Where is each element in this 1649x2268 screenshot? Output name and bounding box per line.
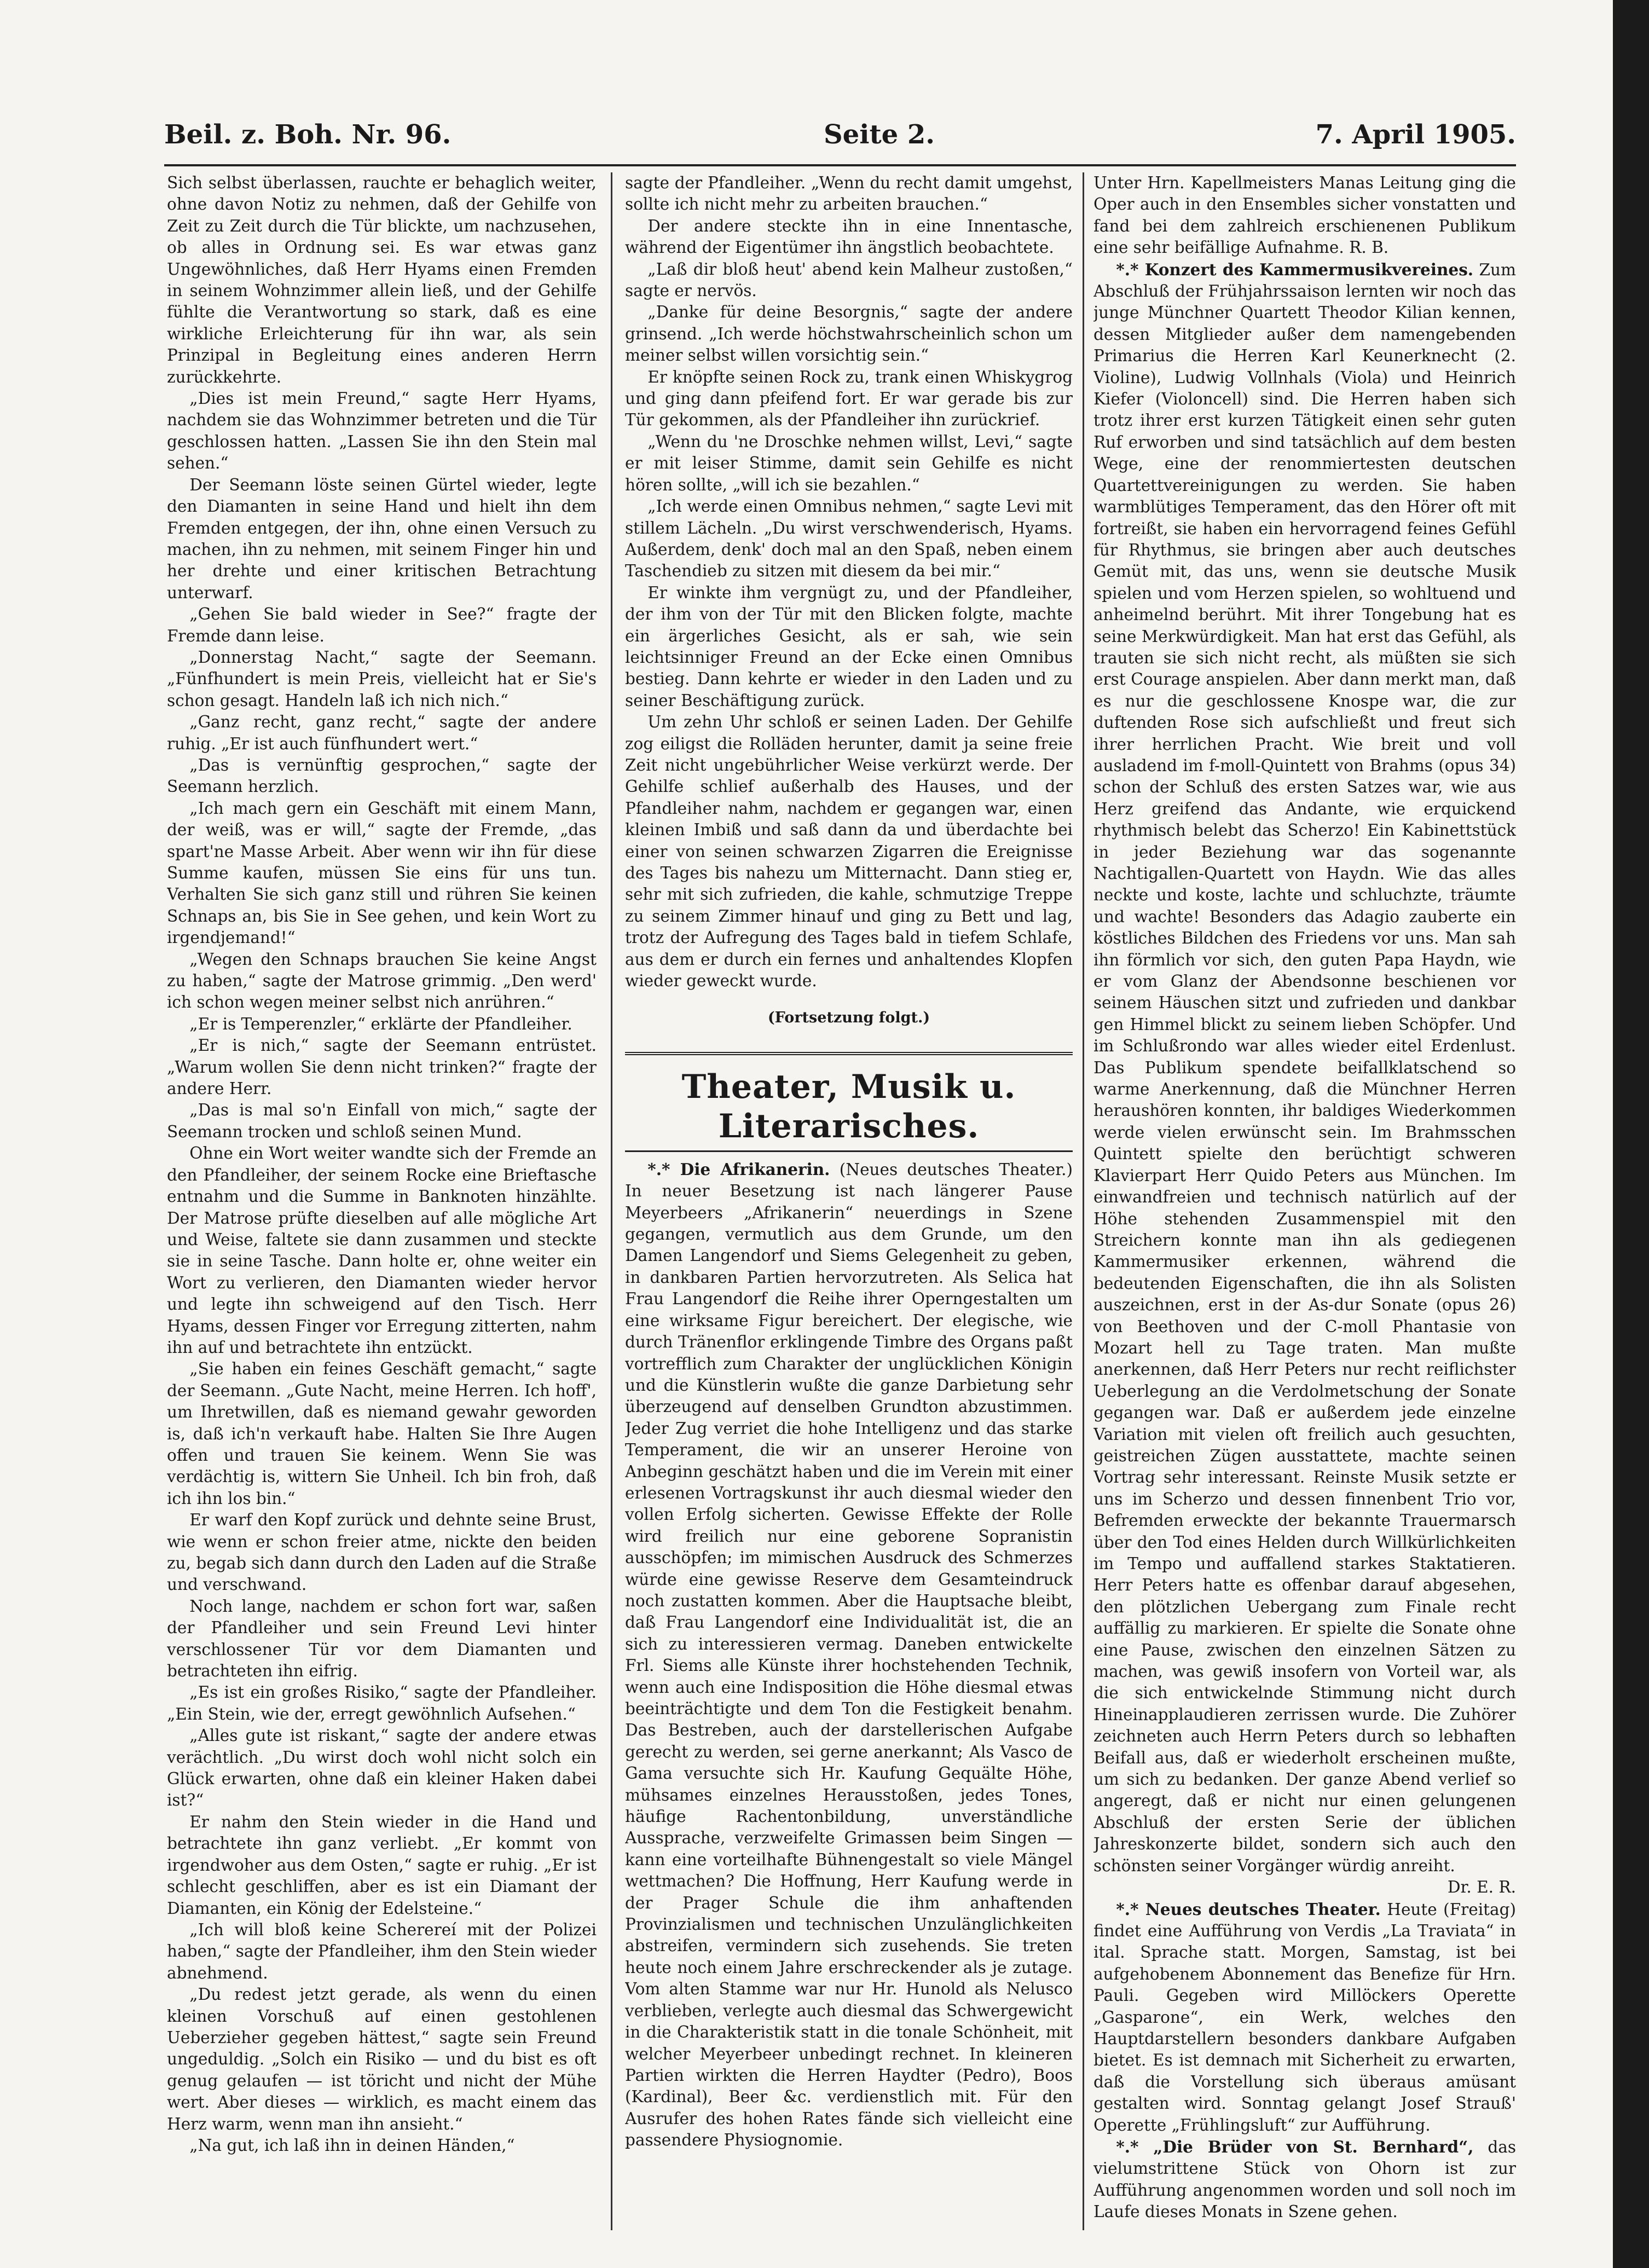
paragraph: „Das is mal so'n Einfall von mich,“ sagte der Seemann trocken und schloß seinen Mund. — [167, 1101, 597, 1141]
column-story-theater — [625, 172, 1073, 2230]
issue-date: 7. April 1905. — [1315, 119, 1516, 150]
paragraph: „Na gut, ich laß ihn in deinen Händen,“ — [189, 2136, 515, 2155]
article-title: *.* Konzert des Kammermusikvereines. — [1116, 259, 1474, 279]
paragraph: „Das is vernünftig gesprochen,“ sagte der Seemann herzlich. — [167, 755, 597, 796]
article-kammermusik — [1093, 259, 1516, 1877]
article-body: Heute (Freitag) findet eine Aufführung von Verdis „La Traviata“ in ital. Sprache statt. Morgen, Samstag, ist bei aufgehobenem Abonnement das Benefize für Hrn. Pauli. Gegeben wird Millöckers Operette „Gasparone“, ein Werk, welches den Hauptdarstellern besonders dankbare Aufgaben bietet. Es ist demnach mit Sicherheit zu erwarten, daß die Vorstellung sich überaus amüsant gestalten wird. Sonntag gelangt Josef Strauß' Operette „Frühlingsluft“ zur Aufführung. — [1093, 1900, 1516, 2134]
paragraph: „Wegen den Schnaps brauchen Sie keine Angst zu haben,“ sagte der Matrose grimmig. „Den werd' ich schon wegen meiner selbst nich anrühren.“ — [167, 950, 597, 1012]
paragraph: „Sie haben ein feines Geschäft gemacht,“ sagte der Seemann. „Gute Nacht, meine Herren. Ich hoff', um Ihretwillen, daß es niemand gewahr geworden is, daß ich'n verkauft habe. Halten Sie Ihre Augen offen und trauen Sie keinem. Wenn Sie was verdächtig is, wittern Sie Unheil. Ich bin froh, daß ich ihn los bin.“ — [167, 1359, 597, 1508]
continued-note: (Fortsetzung folgt.) — [767, 1009, 930, 1027]
paragraph: Er winkte ihm vergnügt zu, und der Pfandleiher, der ihm von der Tür mit den Blicken folgte, machte ein ärgerliches Gesicht, als er sah, wie sein leichtsinniger Freund an der Ecke einen Omnibus bestieg. Dann kehrte er wieder in den Laden und zu seiner Beschäftigung zurück. — [625, 583, 1073, 710]
paragraph: Er warf den Kopf zurück und dehnte seine Brust, wie wenn er schon freier atme, nickte den beiden zu, begab sich dann durch den Laden auf die Straße und verschwand. — [167, 1511, 597, 1594]
paragraph: Ohne ein Wort weiter wandte sich der Fremde an den Pfandleiher, der seinem Rocke eine Brieftasche entnahm und die Summe in Banknoten hinzählte. Der Matrose prüfte dieselben auf alle mögliche Art und Weise, faltete sie dann zusammen und steckte sie in seine Tasche. Dann holte er, ohne weiter ein Wort zu verlieren, den Diamanten wieder hervor und legte ihn schweigend auf den Tisch. Herr Hyams, dessen Finger vor Erregung zitterten, nahm ihn auf und betrachtete ihn entzückt. — [167, 1144, 597, 1357]
header-rule — [164, 164, 1516, 166]
article-signature: Dr. E. R. — [1447, 1878, 1516, 1897]
paragraph: „Du redest jetzt gerade, als wenn du einen kleinen Vorschuß auf einen gestohlenen Ueberzieher gegeben hättest,“ sagte sein Freund ungeduldig. „Solch ein Risiko — und du bist es oft genug gelaufen — ist töricht und nicht der Mühe wert. Aber dieses — wirklich, es macht einem das Herz warm, wenn man ihn ansieht.“ — [167, 1985, 597, 2133]
paragraph: Sich selbst überlassen, rauchte er behaglich weiter, ohne davon Notiz zu nehmen, daß der Gehilfe von Zeit zu Zeit durch die Tür blickte, um nachzusehen, ob alles in Ordnung sei. Es war etwas ganz Ungewöhnliches, daß Herr Hyams einen Fremden in seinem Wohnzimmer allein ließ, und der Gehilfe fühlte die Verantwortung so stark, daß es eine wirkliche Erleichterung für ihn war, als sein Prinzipal in Begleitung eines anderen Herrn zurückkehrte. — [167, 173, 597, 386]
paragraph: „Ich werde einen Omnibus nehmen,“ sagte Levi mit stillem Lächeln. „Du wirst verschwenderisch, Hyams. Außerdem, denk' doch mal an den Spaß, neben einem Taschendieb zu sitzen mit diesem da bei mir.“ — [625, 497, 1073, 581]
paragraph: sagte der Pfandleiher. „Wenn du recht damit umgehst, sollte ich nicht mehr zu arbeiten brauchen.“ — [625, 173, 1073, 214]
paragraph: „Danke für deine Besorgnis,“ sagte der andere grinsend. „Ich werde höchstwahrscheinlich schon um meiner selbst willen vorsichtig sein.“ — [625, 303, 1073, 365]
paragraph: Der Seemann löste seinen Gürtel wieder, legte den Diamanten in seine Hand und hielt ihn dem Fremden entgegen, der ihn, ohne einen Versuch zu machen, ihn zu nehmen, mit seinem Finger hin und her drehte und einer kritischen Betrachtung unterwarf. — [167, 475, 597, 602]
paragraph: Er knöpfte seinen Rock zu, trank einen Whiskygrog und ging dann pfeifend fort. Er war gerade bis zur Tür gekommen, als der Pfandleiher ihn zurückrief. — [625, 367, 1073, 430]
article-body: (Neues deutsches Theater.) In neuer Besetzung ist nach längerer Pause Meyerbeers „Afrikanerin“ neuerdings in Szene gegangen, vermutlich aus dem Grunde, um den Damen Langendorf und Siems Gelegenheit zu geben, in dankbaren Partien hervorzutreten. Als Selica hat Frau Langendorf die Reihe ihrer Operngestalten um eine wirksame Figur bereichert. Der elegische, wie durch Tränenflor erklingende Timbre des Organs paßt vortrefflich zum Charakter der unglücklichen Königin und die Künstlerin wußte die ganze Darbietung sehr überzeugend auf denselben Grundton abzustimmen. Jeder Zug verriet die hohe Intelligenz und das starke Temperament, die wir an unserer Heroine von Anbeginn geschätzt haben und die im Verein mit einer erlesenen Vortragskunst ihr auch diesmal wieder den vollen Erfolg sicherten. Gewisse Effekte der Rolle wird freilich nur eine geborene Sopranistin ausschöpfen; im mimischen Ausdruck des Schmerzes würde eine gewisse Reserve dem Gesamteindruck noch zustatten kommen. Aber die Hauptsache bleibt, daß Frau Langendorf eine Individualität ist, die an sich zu interessieren vermag. Daneben entwickelte Frl. Siems alle Künste ihrer hochstehenden Technik, wenn auch eine Indisposition die Höhe diesmal etwas beeinträchtigte und dem Ton die Festigkeit benahm. Das Bestreben, auch der darstellerischen Aufgabe gerecht zu werden, sei gerne anerkannt; Als Vasco de Gama versuchte sich Hr. Kaufung Gequälte Höhe, mühsames einzelnes Herausstoßen, jedes Tones, häufige Rachentonbildung, unverständliche Aussprache, verzweifelte Grimassen beim Singen — kann eine vorteilhafte Bühnengestalt so viele Mängel wettmachen? Die Hoffnung, Herr Kaufung werde in der Prager Schule die ihm anhaftenden Provinzialismen und technischen Unzulänglichkeiten abstreifen, vermindern sich zusehends. Sie treten heute noch einem Jahre erschreckender als je zutage. Vom alten Stamme war nur Hr. Hunold als Nelusco verblieben, verlegte auch diesmal das Schwergewicht in die Charakteristik statt in die tonale Schönheit, mit welcher Meyerbeer unbedingt rechnet. In kleineren Partien wirkten die Herren Haydter (Pedro), Boos (Kardinal), Beer &c. verdienstlich mit. Für den Ausrufer des hohen Rates fände sich vielleicht eine passendere Physiognomie. — [625, 1160, 1073, 2150]
paragraph: „Ich will bloß keine Scherereí mit der Polizei haben,“ sagte der Pfandleiher, ihm den Stein wieder abnehmend. — [167, 1920, 597, 1982]
paragraph: Er nahm den Stein wieder in die Hand und betrachtete ihn ganz verliebt. „Er kommt von irgendwoher aus dem Osten,“ sagte er ruhig. „Er ist schlecht geschliffen, aber es ist ein Diamant der Diamanten, ein König der Edelsteine.“ — [167, 1812, 597, 1918]
paragraph: „Laß dir bloß heut' abend kein Malheur zustoßen,“ sagte er nervös. — [625, 259, 1073, 300]
article-title: *.* „Die Brüder von St. Bernhard“, — [1116, 2137, 1474, 2156]
paragraph: „Er is nich,“ sagte der Seemann entrüstet. „Warum wollen Sie denn nicht trinken?“ fragte der andere Herr. — [167, 1036, 597, 1098]
paragraph: „Ich mach gern ein Geschäft mit einem Mann, der weiß, was er will,“ sagte der Fremde, „das spart'ne Masse Arbeit. Aber wenn wir ihn für diese Summe kaufen, müssen Sie eins für uns tun. Verhalten Sie sich ganz still und rühren Sie keinen Schnaps an, bis Sie in See gehen, und kein Wort zu irgendjemand!“ — [167, 799, 597, 947]
column-reviews — [1093, 172, 1516, 2230]
paragraph: Noch lange, nachdem er schon fort war, saßen der Pfandleiher und sein Freund Levi hinter verschlossener Tür vor dem Diamanten und betrachteten ihn eifrig. — [167, 1596, 597, 1681]
section-heading: Theater, Musik u. Literarisches. — [681, 1067, 1016, 1145]
paragraph: „Ganz recht, ganz recht,“ sagte der andere ruhig. „Er ist auch fünfhundert wert.“ — [167, 713, 597, 753]
paragraph: „Alles gute ist riskant,“ sagte der andere etwas verächtlich. „Du wirst doch wohl nicht solch ein Glück erwarten, ohne daß ein kleiner Haken dabei ist?“ — [167, 1726, 597, 1810]
page-header — [164, 114, 1516, 158]
article-afrikanerin — [625, 1159, 1073, 2151]
paragraph: „Gehen Sie bald wieder in See?“ fragte der Fremde dann leise. — [167, 605, 597, 645]
article-body: Zum Abschluß der Frühjahrssaison lernten wir noch das junge Münchner Quartett Theodor Kilian kennen, dessen Mitglieder außer dem namengebenden Primarius die Herren Karl Keunerknecht (2. Violine), Ludwig Vollnhals (Viola) und Heinrich Kiefer (Violoncell) sind. Die Herren haben sich trotz ihrer erst kurzen Tätigkeit einen sehr guten Ruf erworben und sind tatsächlich auf dem besten Wege, eine der renommiertesten deutschen Quartettvereinigungen zu werden. Sie haben warmblütiges Temperament, das den Hörer oft mit fortreißt, sie haben ein hervorragend feines Gefühl für Rhythmus, sie bringen aber auch deutsches Gemüt mit, das uns, wenn sie deutsche Musik spielen und vom Herzen spielen, so wohltuend und anheimelnd berührt. Mit ihrer Tongebung hat es seine Merkwürdigkeit. Man hat erst das Gefühl, als trauten sie sich nicht recht, als müßten sie sich erst Courage anspielen. Aber dann merkt man, daß es nur die geschlossene Knospe war, die zur duftenden Rose sich aufschließt und freut sich ihrer herrlichen Pracht. Wie breit und voll ausladend im f-moll-Quintett von Brahms (opus 34) schon der Schluß des ersten Satzes war, wie aus Herz greifend das Andante, wie erquickend rhythmisch belebt das Scherzo! Ein Kabinettstück in jeder Beziehung war das sogenannte Nachtigallen-Quartett von Haydn. Wie das alles neckte und koste, lachte und schluchzte, träumte und wachte! Besonders das Adagio zauberte ein köstliches Bildchen des Friedens vor uns. Man sah ihn förmlich vor sich, den guten Papa Haydn, wie er vom Glanz der Abendsonne beschienen vor seinem Häuschen sitzt und zufrieden und dankbar gen Himmel blickt zu seinem lieben Schöpfer. Und im Schlußrondo war alles wieder eitel Erdenlust. Das Publikum spendete beifallklatschend so warme Anerkennung, daß die Münchner Herren heraushören konnten, ihr baldiges Wiederkommen werde vielen erwünscht sein. Im Brahmsschen Quintett spielte den berüchtigt schweren Klavierpart Herr Quido Peters aus München. Im einwandfreien und technisch natürlich auf der Höhe stehenden Zusammenspiel mit den Streichern konnte man ihn als gediegenen Kammermusiker erkennen, während die bedeutenden Eigenschaften, die ihn als Solisten auszeichnen, erst in der As-dur Sonate (opus 26) von Beethoven und der C-moll Phantasie von Mozart hell zu Tage traten. Man mußte anerkennen, daß Herr Peters nur recht reiflichster Ueberlegung an die Verdolmetschung der Sonate gegangen war. Daß er außerdem jede einzelne Variation mit vielen oft freilich auch gesuchten, geistreichen Zügen ausstattete, machte seinen Vortrag sehr interessant. Reinste Musik setzte er uns im Scherzo und dessen finnenbent Trio vor, Befremden erweckte der bekannte Trauermarsch über den Tod eines Helden durch Willkürlichkeiten im Tempo und auffallend starkes Staktatieren. Herr Peters hatte es offenbar darauf abgesehen, den plötzlichen Uebergang zum Finale recht auffällig zu markieren. Er spielte die Sonate ohne eine Pause, zwischen den einzelnen Sätzen zu machen, was gewiß insofern von Vorteil war, als die sich entwickelnde Stimmung nicht durch Hineinapplaudieren zerrissen wurde. Die Zuhörer zeichneten auch Herrn Peters durch so lebhaften Beifall aus, daß er wiederholt erscheinen mußte, um sich zu bedanken. Der ganze Abend verlief so angeregt, daß er nicht nur einen gelungenen Abschluß der ersten Serie der üblichen Jahreskonzerte bildet, sondern sich auch den schönsten seiner Vorgänger würdig anreiht. — [1093, 260, 1516, 1875]
article-theater-notice — [1093, 1899, 1516, 2136]
article-title: *.* Neues deutsches Theater. — [1116, 1899, 1381, 1919]
issue-label: Beil. z. Boh. Nr. 96. — [164, 119, 452, 150]
paragraph: „Er is Temperenzler,“ erklärte der Pfandleiher. — [189, 1014, 572, 1033]
paragraph: Unter Hrn. Kapellmeisters Manas Leitung ging die Oper auch in den Ensembles sicher vonstatten und fand bei dem zahlreich erschienenen Publikum eine sehr beifällige Aufnahme. R. B. — [1093, 173, 1516, 257]
section-divider — [625, 1029, 1073, 1055]
page-number: Seite 2. — [824, 119, 935, 150]
article-title: *.* Die Afrikanerin. — [647, 1159, 830, 1179]
paragraph: Der andere steckte ihn in eine Innentasche, während der Eigentümer ihn ängstlich beobachtete. — [625, 216, 1073, 257]
article-brueder — [1093, 2136, 1516, 2223]
column-divider — [1083, 172, 1084, 2230]
paragraph: „Donnerstag Nacht,“ sagte der Seemann. „Fünfhundert is mein Preis, vielleicht hat er Sie's schon gesagt. Handeln laß ich nich nich.“ — [167, 647, 597, 710]
paragraph: „Es ist ein großes Risiko,“ sagte der Pfandleiher. „Ein Stein, wie der, erregt gewöhnlich Aufsehen.“ — [167, 1683, 597, 1723]
article-body: das vielumstrittene Stück von Ohorn ist zur Aufführung angenommen worden und soll noch im Laufe dieses Monats in Szene gehen. — [1093, 2137, 1516, 2221]
paragraph: „Dies ist mein Freund,“ sagte Herr Hyams, nachdem sie das Wohnzimmer betreten und die Tür geschlossen hatten. „Lassen Sie ihn den Stein mal sehen.“ — [167, 389, 597, 473]
section-rule — [625, 1150, 1073, 1152]
paragraph: Um zehn Uhr schloß er seinen Laden. Der Gehilfe zog eiligst die Rolläden herunter, damit ja seine freie Zeit nicht ungebührlicher Weise verkürzt werde. Der Gehilfe schlief außerhalb des Hauses, und der Pfandleiher nahm, nachdem er gegangen war, einen kleinen Imbiß und saß dann da und überdachte bei einer von seinen schwarzen Zigarren die Ereignisse des Tages bis nahezu um Mitternacht. Dann stieg er, sehr mit sich zufrieden, die kahle, schmutzige Treppe zu seinem Zimmer hinauf und ging zu Bett und lag, trotz der Aufregung des Tages bald in tiefem Schlafe, aus dem er durch ein fernes und anhaltendes Klopfen wieder geweckt wurde. — [625, 713, 1073, 991]
paragraph: „Wenn du 'ne Droschke nehmen willst, Levi,“ sagte er mit leiser Stimme, damit sein Gehilfe es nicht hören sollte, „will ich sie bezahlen.“ — [625, 432, 1073, 494]
column-story — [167, 172, 597, 2230]
scan-border — [1613, 0, 1649, 2268]
column-divider — [611, 172, 612, 2230]
